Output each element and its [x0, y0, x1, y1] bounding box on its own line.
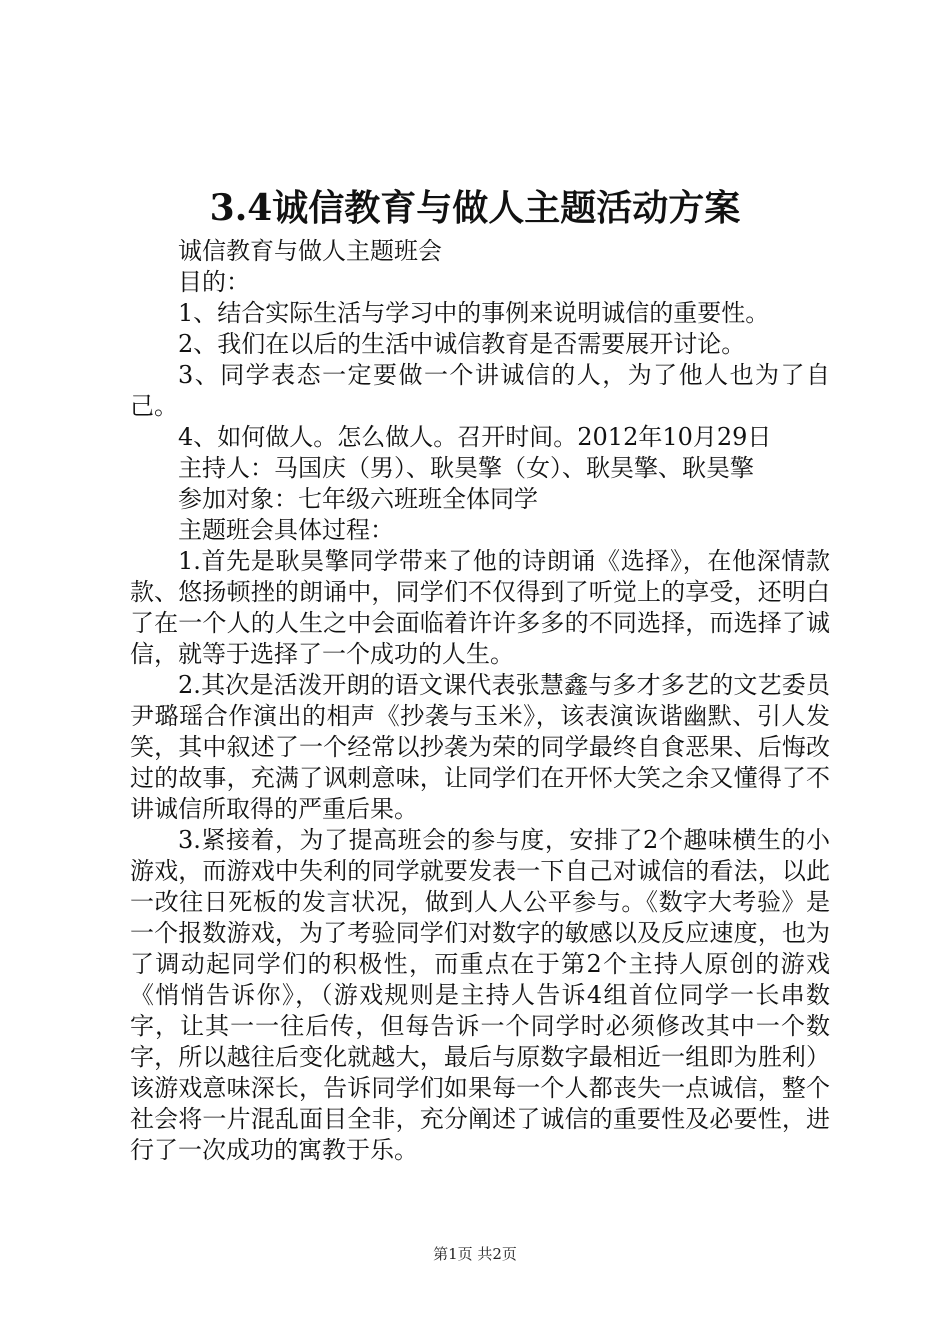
paragraph-process-1: 1.首先是耿昊擎同学带来了他的诗朗诵《选择》，在他深情款款、悠扬顿挫的朗诵中，同学们不仅得到了听觉上的享受，还明白了在一个人的人生之中会面临着许许多多的不同选择，而选择了诚信，就等于选择了一个成功的人生。	[130, 547, 830, 668]
paragraph-purpose-4: 4、如何做人。怎么做人。召开时间。2012年10月29日	[178, 423, 772, 451]
paragraph-purpose-3: 3、同学表态一定要做一个讲诚信的人，为了他人也为了自己。	[130, 361, 830, 420]
paragraph-subtitle: 诚信教育与做人主题班会	[178, 237, 442, 265]
paragraph-purpose-1: 1、结合实际生活与学习中的事例来说明诚信的重要性。	[178, 299, 770, 327]
paragraph-process-3: 3.紧接着，为了提高班会的参与度，安排了2个趣味横生的小游戏，而游戏中失利的同学就要发表一下自己对诚信的看法，以此一改往日死板的发言状况，做到人人公平参与。《数字大考验》是一个报数游戏，为了考验同学们对数字的敏感以及反应速度，也为了调动起同学们的积极性，而重点在于第2个主持人原创的游戏《悄悄告诉你》，（游戏规则是主持人告诉4组首位同学一长串数字，让其一一往后传，但每告诉一个同学时必须修改其中一个数字，所以越往后变化就越大，最后与原数字最相近一组即为胜利）该游戏意味深长，告诉同学们如果每一个人都丧失一点诚信，整个社会将一片混乱面目全非，充分阐述了诚信的重要性及必要性，进行了一次成功的寓教于乐。	[130, 826, 830, 1164]
paragraph-process-label: 主题班会具体过程：	[178, 516, 394, 544]
document-title: 3.4诚信教育与做人主题活动方案	[209, 187, 741, 229]
page-footer: 第1页 共2页	[433, 1245, 517, 1263]
paragraph-hosts: 主持人：马国庆（男）、耿昊擎（女）、耿昊擎、耿昊擎	[178, 454, 754, 482]
paragraph-purpose-label: 目的：	[178, 268, 250, 296]
paragraph-purpose-2: 2、我们在以后的生活中诚信教育是否需要展开讨论。	[178, 330, 746, 358]
paragraph-participants: 参加对象：七年级六班班全体同学	[178, 485, 538, 513]
paragraph-process-2: 2.其次是活泼开朗的语文课代表张慧鑫与多才多艺的文艺委员尹璐瑶合作演出的相声《抄袭与玉米》，该表演诙谐幽默、引人发笑，其中叙述了一个经常以抄袭为荣的同学最终自食恶果、后悔改过的故事，充满了讽刺意味，让同学们在开怀大笑之余又懂得了不讲诚信所取得的严重后果。	[130, 671, 830, 823]
document-body	[130, 236, 830, 1166]
